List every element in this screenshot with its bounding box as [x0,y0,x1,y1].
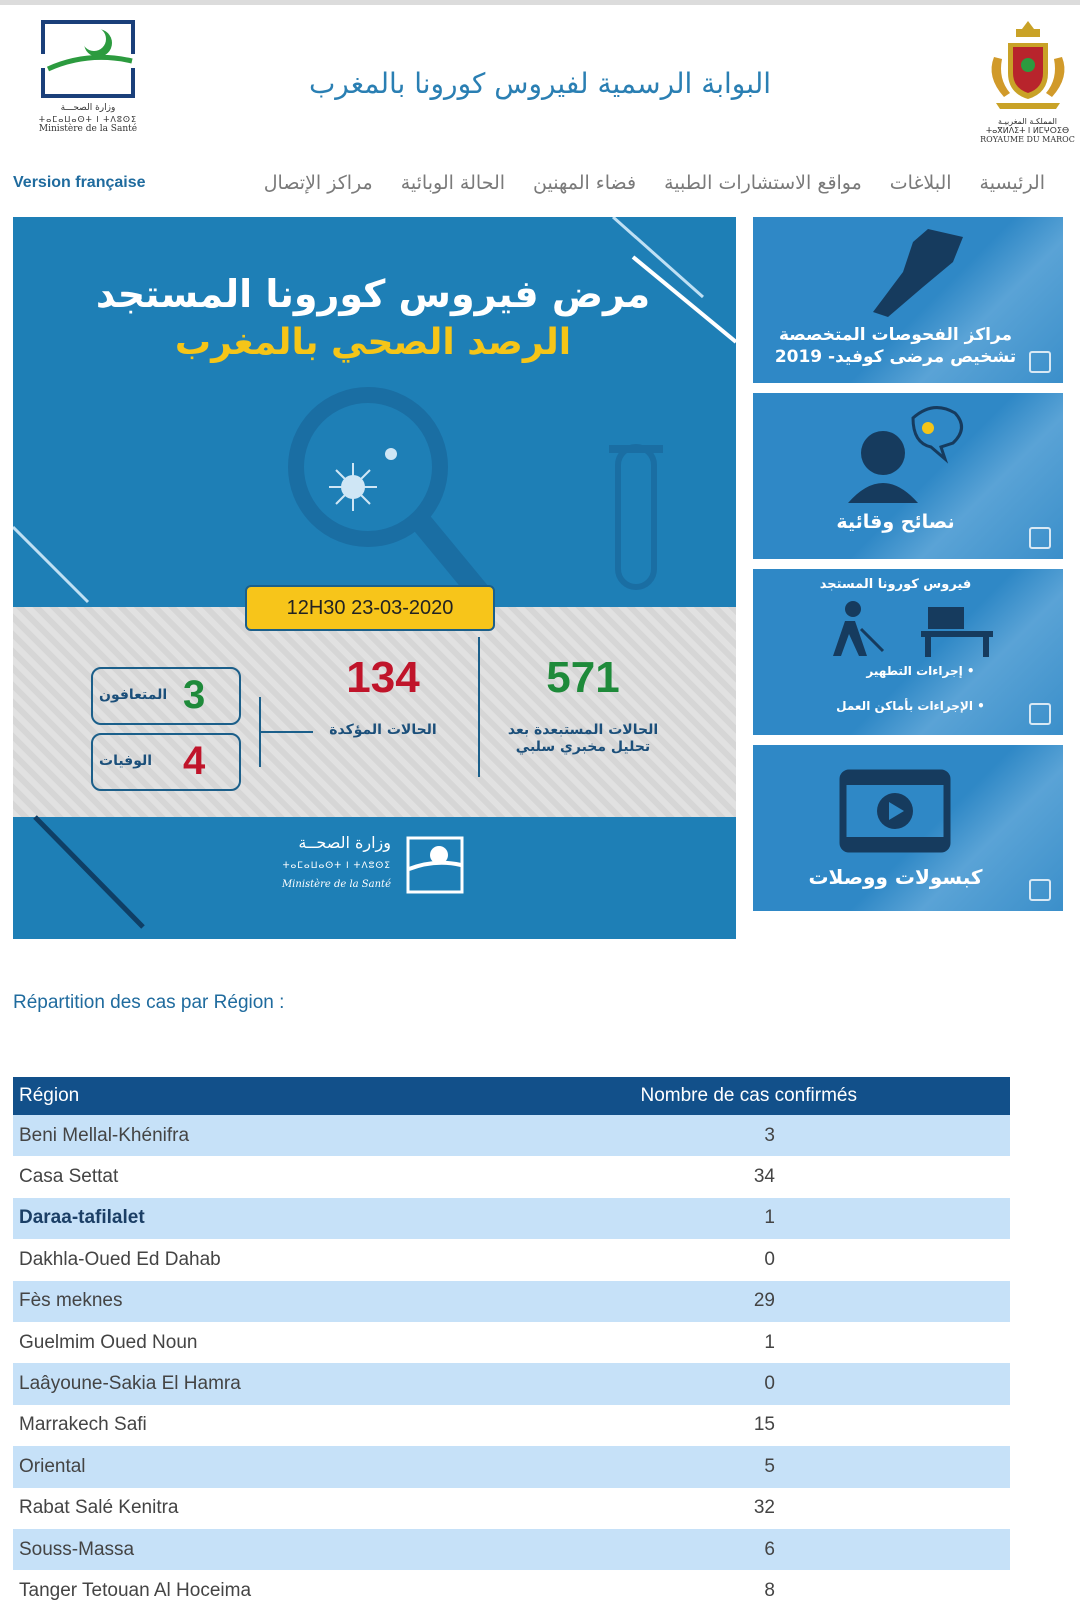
deaths-value: 4 [183,739,206,783]
ministry-logo-french: Ministère de la Santé [38,124,138,134]
ministry-logo[interactable] [28,19,148,154]
region-heading: Répartition des cas par Région : [13,992,285,1013]
region-cell: Marrakech Safi [13,1405,487,1446]
card-disinfection-title: فيروس كورونا المستجد [819,577,972,592]
portal-title: البوابة الرسمية لفيروس كورونا بالمغرب [308,67,772,100]
table-row [13,1446,1010,1487]
recovered-value: 3 [183,673,206,717]
cases-cell: 29 [487,1281,1010,1322]
royal-coat-of-arms[interactable] [975,17,1080,157]
cases-cell: 0 [487,1363,1010,1404]
cases-cell: 6 [487,1529,1010,1570]
deaths-label: الوفيات [99,753,153,769]
recovered-label: المتعافون [99,687,168,703]
nav-item-announcements[interactable]: البلاغات [889,172,952,194]
ministry-emblem-icon [40,19,136,99]
card-corner-logo-icon [1029,351,1051,373]
card-capsules-label: كبسولات ووصلات [808,865,983,889]
region-cell: Laâyoune-Sakia El Hamra [13,1363,487,1404]
card-disinfection-measures[interactable] [753,569,1063,735]
region-cell: Rabat Salé Kenitra [13,1488,487,1529]
banner-ministry-logo [283,827,483,907]
nav-item-home[interactable]: الرئيسية [979,172,1045,194]
nav-item-call-centers[interactable]: مراكز الإتصال [263,172,373,194]
deaths-box [91,733,241,791]
person-idea-icon [753,393,1063,559]
column-header-region: Région [13,1077,487,1115]
ministry-logo-arabic: وزارة الصحـــة [60,103,116,113]
table-row [13,1115,1010,1156]
cases-cell: 32 [487,1488,1010,1529]
cases-cell: 0 [487,1239,1010,1280]
royal-logo-arabic: المملكـة المغربيـة [998,117,1057,126]
nav-item-professionals[interactable]: فضاء المهنين [533,172,637,194]
excluded-cases-value: 571 [546,653,620,702]
region-cell: Tanger Tetouan Al Hoceima [13,1570,487,1608]
table-row [13,1322,1010,1363]
site-header [0,5,1080,165]
nav-item-epidemic-status[interactable]: الحالة الوبائية [400,172,506,194]
cases-cell: 34 [487,1156,1010,1197]
table-row [13,1239,1010,1280]
card-corner-logo-icon [1029,879,1051,901]
region-cell: Fès meknes [13,1281,487,1322]
cases-cell: 5 [487,1446,1010,1487]
french-version-link[interactable]: Version française [13,174,146,191]
region-cell: Souss-Massa [13,1529,487,1570]
covid-status-banner [13,217,736,939]
card-testing-centers-line1: مراكز الفحوصات المتخصصة [778,325,1013,345]
excluded-cases-label-1: الحالات المستبعدة بعد [507,722,659,738]
ministry-emblem-white-icon [405,835,465,895]
table-row [13,1363,1010,1404]
banner-ministry-arabic: وزارة الصحــة [298,833,391,852]
table-row [13,1281,1010,1322]
region-cell: Dakhla-Oued Ed Dahab [13,1239,487,1280]
card-capsules-videos[interactable] [753,745,1063,911]
table-header-row [13,1077,1010,1115]
banner-ministry-french: Ministère de la Santé [281,879,391,890]
region-cell: Casa Settat [13,1156,487,1197]
royal-logo-french: ROYAUME DU MAROC [980,135,1075,144]
table-row [13,1156,1010,1197]
table-row [13,1488,1010,1529]
cases-cell: 1 [487,1322,1010,1363]
excluded-cases-label-2: تحليل مخبري سلبي [515,739,651,755]
card-prevention-tips-label: نصائح وقائية [836,511,955,533]
card-prevention-tips[interactable] [753,393,1063,559]
banner-subtitle: الرصد الصحي بالمغرب [174,322,572,363]
table-row [13,1405,1010,1446]
card-disinfection-bullet-1: • إجراءات التطهير [866,664,975,678]
region-cell: Beni Mellal-Khénifra [13,1115,487,1156]
card-disinfection-bullet-2: • الإجراءات بأماكن العمل [836,699,985,713]
table-row [13,1529,1010,1570]
region-cell: Oriental [13,1446,487,1487]
table-row [13,1198,1010,1239]
card-testing-centers-line2: تشخيص مرضى كوفيد- 2019 [774,347,1017,367]
ministry-logo-tifinagh: ⵜⴰⵎⴰⵡⴰⵙⵜ ⵏ ⵜⴷⵓⵙⵉ [38,115,138,124]
stats-divider [478,637,480,777]
card-corner-logo-icon [1029,527,1051,549]
region-cases-table [13,1077,1010,1608]
report-datetime-badge: 12H30 23-03-2020 [245,585,495,631]
royal-logo-tifinagh: ⵜⴰⴳⵍⴷⵉⵜ ⵏ ⵍⵎⵖⵔⵉⴱ [985,126,1070,135]
cases-cell: 1 [487,1198,1010,1239]
banner-title: مرض فيروس كورونا المستجد [95,272,651,316]
cases-cell: 8 [487,1570,1010,1608]
card-corner-logo-icon [1029,703,1051,725]
cases-cell: 3 [487,1115,1010,1156]
column-header-cases: Nombre de cas confirmés [487,1077,1010,1115]
nav-item-medical-consultations[interactable]: مواقع الاستشارات الطبية [664,172,862,194]
bracket-connector [259,731,313,733]
region-cell: Daraa-tafilalet [13,1198,487,1239]
main-nav [255,172,1045,194]
recovered-box [91,667,241,725]
region-cell: Guelmim Oued Noun [13,1322,487,1363]
confirmed-cases-value: 134 [346,653,420,702]
card-testing-centers[interactable] [753,217,1063,383]
coat-of-arms-icon [980,17,1076,113]
table-row [13,1570,1010,1608]
confirmed-cases-label: الحالات المؤكدة [329,722,437,738]
banner-ministry-tifinagh: ⵜⴰⵎⴰⵡⴰⵙⵜ ⵏ ⵜⴷⵓⵙⵉ [282,861,391,871]
cases-cell: 15 [487,1405,1010,1446]
